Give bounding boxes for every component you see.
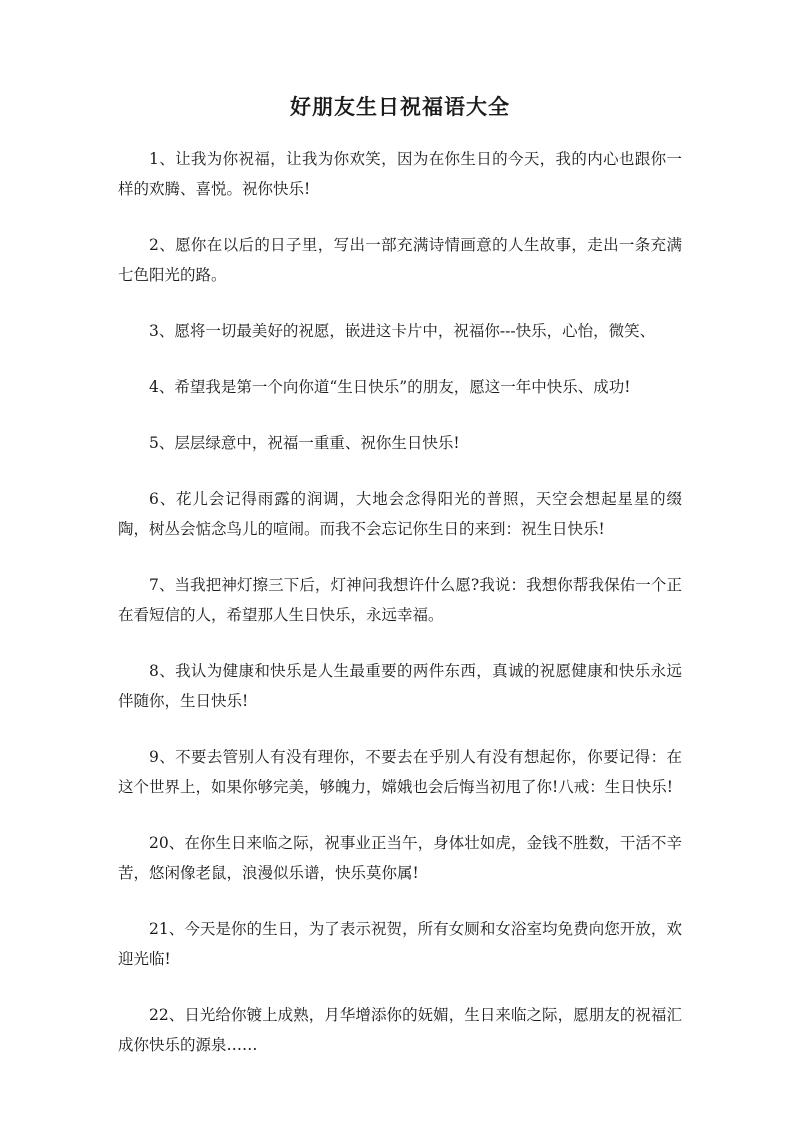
paragraph-22: 22、日光给你镀上成熟，月华增添你的妩媚，生日来临之际，愿朋友的祝福汇成你快乐的源泉…… bbox=[118, 1006, 682, 1054]
paragraph-4: 4、希望我是第一个向你道“生日快乐”的朋友，愿这一年中快乐、成功! bbox=[149, 378, 631, 396]
paragraph-21: 21、今天是你的生日，为了表示祝贺，所有女厕和女浴室均免费向您开放，欢迎光临! bbox=[118, 920, 682, 968]
paragraph-7: 7、当我把神灯擦三下后，灯神问我想许什么愿?我说：我想你帮我保佑一个正在看短信的人，希望那人生日快乐，永远幸福。 bbox=[118, 576, 682, 624]
paragraph-20: 20、在你生日来临之际，祝事业正当午，身体壮如虎，金钱不胜数，干活不辛苦，悠闲像老鼠，浪漫似乐谱，快乐莫你属! bbox=[118, 834, 682, 882]
paragraph-1: 1、让我为你祝福，让我为你欢笑，因为在你生日的今天，我的内心也跟你一样的欢腾、喜悦。祝你快乐! bbox=[118, 150, 682, 198]
paragraph-6: 6、花儿会记得雨露的润调，大地会念得阳光的普照，天空会想起星星的缀陶，树丛会惦念鸟儿的喧闹。而我不会忘记你生日的来到：祝生日快乐! bbox=[118, 490, 682, 538]
paragraph-3: 3、愿将一切最美好的祝愿，嵌进这卡片中，祝福你---快乐，心怡，微笑、 bbox=[149, 322, 656, 340]
document-title: 好朋友生日祝福语大全 bbox=[290, 94, 510, 119]
paragraph-9: 9、不要去管别人有没有理你，不要去在乎别人有没有想起你，你要记得：在这个世界上，如果你够完美，够魄力，嫦娥也会后悔当初甩了你!八戒：生日快乐! bbox=[118, 748, 682, 796]
paragraph-8: 8、我认为健康和快乐是人生最重要的两件东西，真诚的祝愿健康和快乐永远伴随你，生日快乐! bbox=[118, 662, 682, 710]
paragraph-2: 2、愿你在以后的日子里，写出一部充满诗情画意的人生故事，走出一条充满七色阳光的路。 bbox=[118, 236, 682, 284]
paragraph-5: 5、层层绿意中，祝福一重重、祝你生日快乐! bbox=[149, 434, 460, 452]
